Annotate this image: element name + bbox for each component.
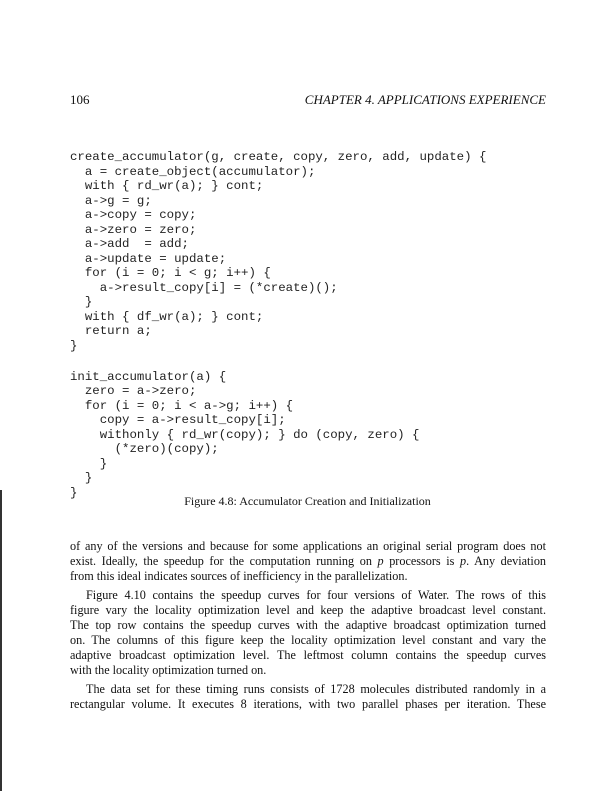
running-header: CHAPTER 4. APPLICATIONS EXPERIENCE — [304, 92, 546, 107]
code-line: with { df_wr(a); } cont; — [70, 309, 264, 324]
text-line: figure vary the locality optimization level and keep the adaptive broadcast level constant. — [70, 603, 546, 617]
text-line: Figure 4.10 contains the speedup curves for four versions of Water. The rows of this — [86, 588, 546, 602]
code-line: a->zero = zero; — [70, 222, 197, 237]
text-line: from this ideal indicates sources of inefficiency in the parallelization. — [70, 569, 408, 583]
code-line: a->add = add; — [70, 237, 189, 251]
code-line: for (i = 0; i < g; i++) { — [70, 266, 271, 280]
paragraph — [70, 588, 546, 678]
text-line: rectangular volume. It executes 8 iterations, with two parallel phases per iteration. These — [70, 697, 546, 711]
text-line: on. The columns of this figure keep the locality optimization level constant and vary the — [70, 633, 546, 647]
paragraph — [70, 539, 546, 584]
text-line: The data set for these timing runs consists of 1728 molecules distributed randomly in a — [86, 682, 546, 696]
code-line: } — [70, 456, 108, 471]
code-line: for (i = 0; i < a->g; i++) { — [70, 398, 294, 413]
code-line: return a; — [70, 324, 152, 338]
code-line — [70, 353, 486, 368]
text-line: of any of the versions and because for some applications an original serial program does not — [70, 539, 546, 553]
code-line: a = create_object(accumulator); — [70, 164, 316, 179]
code-line: a->result_copy[i] = (*create)(); — [70, 280, 338, 295]
code-listing — [70, 150, 486, 500]
text-line: exist. Ideally, the speedup for the computation running on p processors is p. Any deviation — [70, 554, 547, 568]
text-line: adaptive broadcast optimization level. The leftmost column contains the speedup curves — [70, 648, 546, 662]
code-line: create_accumulator(g, create, copy, zero, add, update) { — [70, 150, 487, 164]
scan-edge-line — [0, 490, 2, 791]
code-line: } — [70, 471, 93, 485]
code-line: zero = a->zero; — [70, 384, 197, 398]
code-line: (*zero)(copy); — [70, 442, 219, 456]
figure-caption: Figure 4.8: Accumulator Creation and Initialization — [184, 494, 431, 508]
code-line: } — [70, 485, 78, 500]
code-line: withonly { rd_wr(copy); } do (copy, zero) { — [70, 427, 420, 442]
text-line: The top row contains the speedup curves with the adaptive broadcast optimization turned — [70, 618, 546, 632]
text-line: with the locality optimization turned on. — [70, 663, 267, 677]
code-line: init_accumulator(a) { — [70, 369, 227, 384]
paragraph — [70, 682, 546, 712]
code-line: a->update = update; — [70, 251, 227, 266]
body-text — [70, 539, 546, 712]
code-line: a->g = g; — [70, 193, 152, 208]
code-line: } — [70, 295, 93, 309]
code-line: } — [70, 338, 78, 353]
code-line: copy = a->result_copy[i]; — [70, 413, 286, 427]
code-line: a->copy = copy; — [70, 208, 197, 222]
page-number: 106 — [70, 92, 90, 107]
code-line: with { rd_wr(a); } cont; — [70, 179, 264, 193]
